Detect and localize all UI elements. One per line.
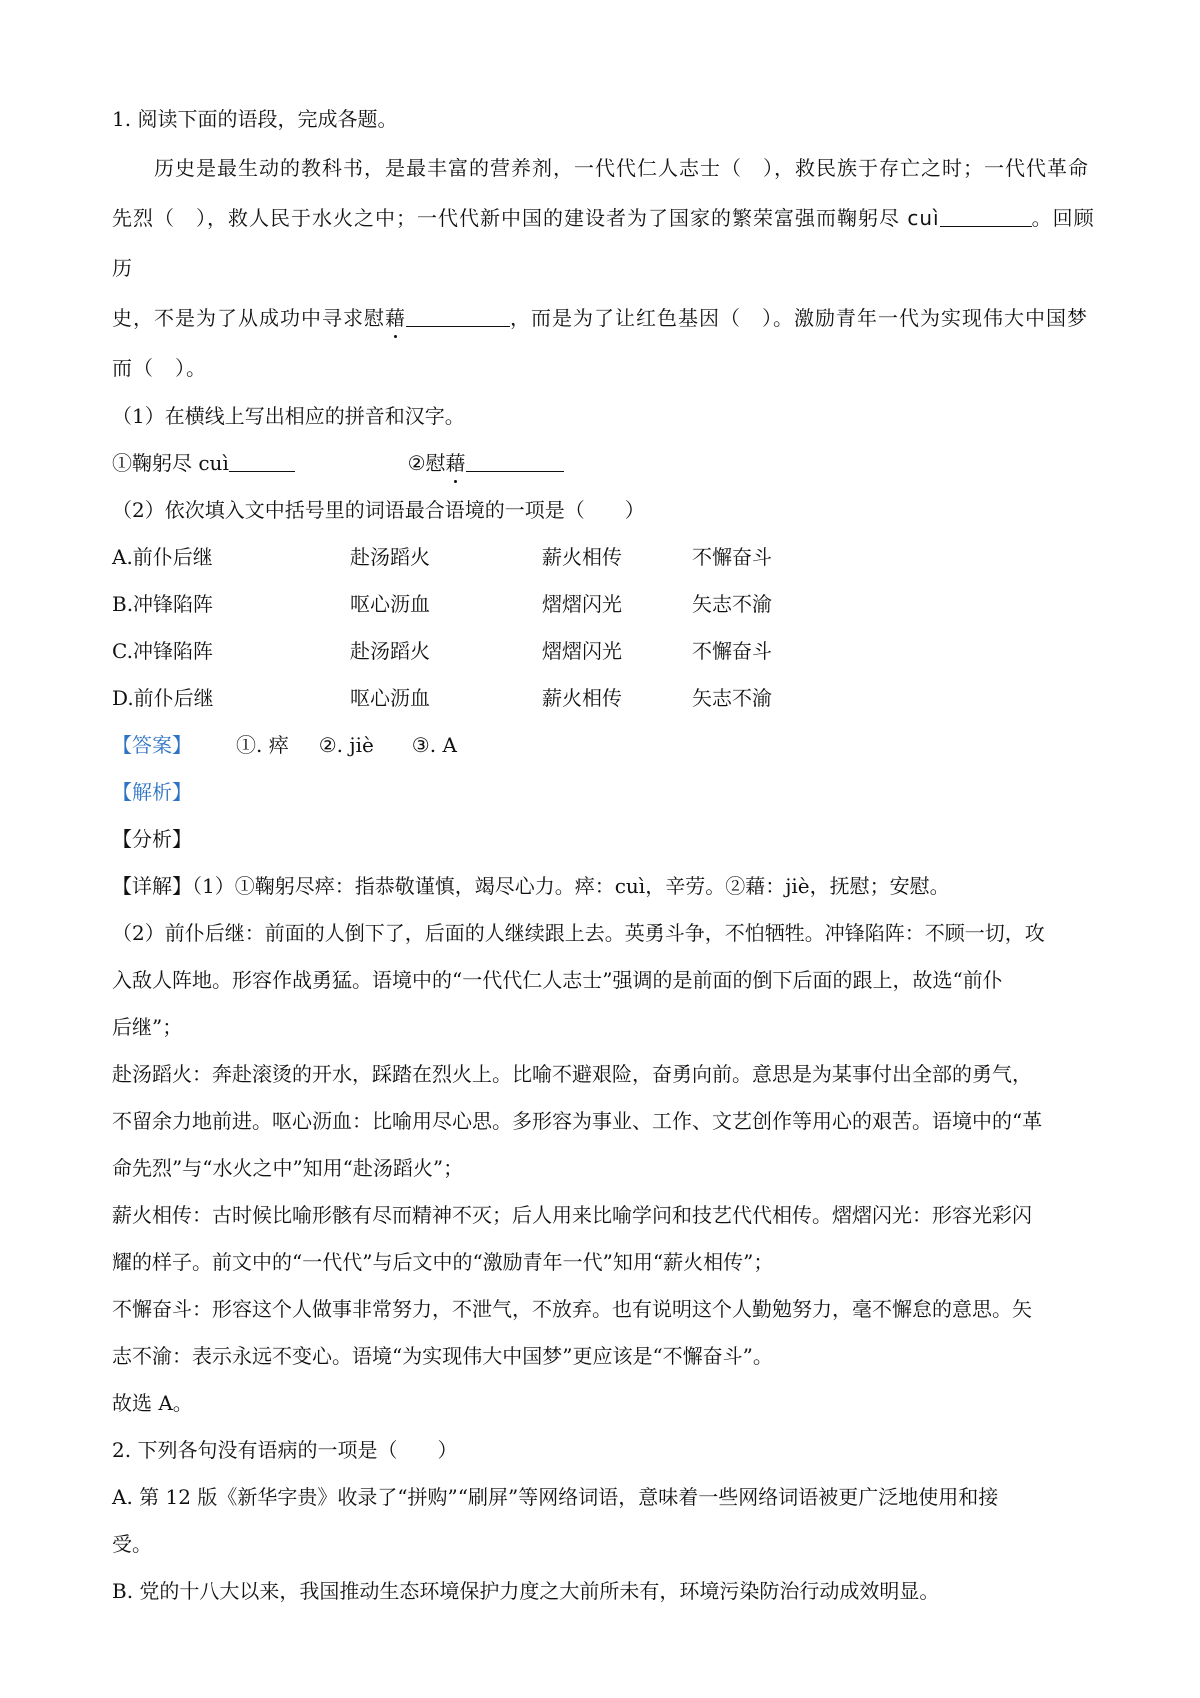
answer-item: ③. A xyxy=(411,733,457,757)
q2-stem: 2. 下列各句没有语病的一项是（ ） xyxy=(112,1438,458,1462)
option-cell: 矢志不渝 xyxy=(692,592,772,616)
detail-text: 耀的样子。前文中的“一代代”与后文中的“激励青年一代”知用“薪火相传”； xyxy=(112,1250,774,1274)
detail-text: 不留余力地前进。呕心沥血：比喻用尽心思。多形容为事业、工作、文艺创作等用心的艰苦。语境中的“革 xyxy=(112,1109,1043,1133)
q1-prompt: 阅读下面的语段，完成各题。 xyxy=(137,107,398,131)
detail-text: 志不渝：表示永远不变心。语境“为实现伟大中国梦”更应该是“不懈奋斗”。 xyxy=(112,1344,773,1368)
option-row-c xyxy=(112,628,1108,675)
option-cell: 赴汤蹈火 xyxy=(350,639,430,663)
option-row-d xyxy=(112,675,1108,722)
option-cell: D.前仆后继 xyxy=(112,686,214,710)
detail-text: 命先烈”与“水火之中”知用“赴汤蹈火”； xyxy=(112,1156,464,1180)
option-cell: 薪火相传 xyxy=(542,545,622,569)
emphasis-dot-char: 藉 xyxy=(385,306,406,330)
option-cell: 熠熠闪光 xyxy=(542,592,622,616)
option-cell: 不懈奋斗 xyxy=(692,545,772,569)
answer-item: ①. 瘁 xyxy=(236,733,289,757)
q1-passage-line-2 xyxy=(112,193,1108,293)
fenxi-tag: 【分析】 xyxy=(112,827,192,851)
analysis-tag: 【解析】 xyxy=(112,780,192,804)
detail-tag: 【详解】 xyxy=(112,874,192,898)
q1-sub2-label: （2）依次填入文中括号里的词语最合语境的一项是（ ） xyxy=(112,498,645,522)
detail-line-1 xyxy=(112,863,1108,910)
option-cell: A.前仆后继 xyxy=(112,545,213,569)
answer-blank xyxy=(940,206,1032,227)
answer-tag: 【答案】 xyxy=(112,733,192,757)
detail-text: （2）前仆后继：前面的人倒下了，后面的人继续跟上去。英勇斗争，不怕牺牲。冲锋陷阵：不顾一切，攻 xyxy=(112,921,1045,945)
q2-option-a-line-1: A. 第 12 版《新华字贵》收录了“拼购”“刷屏”等网络词语，意味着一些网络词语被更广泛地使用和接 xyxy=(112,1485,999,1509)
sub1-item-2: ②慰 xyxy=(407,451,446,475)
option-cell: 熠熠闪光 xyxy=(542,639,622,663)
detail-text: 故选 A。 xyxy=(112,1391,193,1415)
option-cell: 薪火相传 xyxy=(542,686,622,710)
detail-text: 后继”； xyxy=(112,1015,183,1039)
q1-passage-line-4 xyxy=(112,343,1108,393)
option-cell: 赴汤蹈火 xyxy=(350,545,430,569)
q1-passage-line-3 xyxy=(112,293,1108,343)
q2-option-b: B. 党的十八大以来，我国推动生态环境保护力度之大前所未有，环境污染防治行动成效明显。 xyxy=(112,1579,940,1603)
passage-text: 而（ ）。 xyxy=(112,356,207,380)
answer-item: ②. jiè xyxy=(318,733,374,757)
answer-line xyxy=(112,722,1108,769)
q2-option-a-line-2: 受。 xyxy=(112,1532,152,1556)
passage-text: 先烈（ ），救人民于水火之中；一代代新中国的建设者为了国家的繁荣富强而鞠躬尽 cuì xyxy=(112,206,940,230)
answer-blank xyxy=(466,451,564,472)
detail-paragraph xyxy=(112,910,1108,1427)
passage-text: 史，不是为了从成功中寻求慰 xyxy=(112,306,385,330)
detail-text: （1）①鞠躬尽瘁：指恭敬谨慎，竭尽心力。瘁：cuì，辛劳。②藉：jiè，抚慰；安慰。 xyxy=(192,874,950,898)
option-cell: 呕心沥血 xyxy=(350,686,430,710)
detail-text: 薪火相传：古时候比喻形骸有尽而精神不灭；后人用来比喻学问和技艺代代相传。熠熠闪光：形容光彩闪 xyxy=(112,1203,1032,1227)
q1-passage-line-1 xyxy=(112,143,1108,193)
passage-text: 历史是最生动的教科书，是最丰富的营养剂，一代代仁人志士（ ），救民族于存亡之时；一代代革命 xyxy=(154,156,1089,180)
answer-blank xyxy=(406,306,510,327)
passage-text: ，而是为了让红色基因（ ）。激励青年一代为实现伟大中国梦 xyxy=(510,306,1088,330)
option-cell: 呕心沥血 xyxy=(350,592,430,616)
option-cell: C.冲锋陷阵 xyxy=(112,639,213,663)
q1-sub1-items xyxy=(112,440,1108,487)
option-cell: B.冲锋陷阵 xyxy=(112,592,214,616)
emphasis-dot-char: 藉 xyxy=(445,451,466,475)
q1-header xyxy=(112,96,1108,143)
detail-text: 赴汤蹈火：奔赴滚烫的开水，踩踏在烈火上。比喻不避艰险，奋勇向前。意思是为某事付出全部的勇气， xyxy=(112,1062,1032,1086)
option-cell: 矢志不渝 xyxy=(692,686,772,710)
q1-number: 1. xyxy=(112,107,132,131)
passage-text: 。回顾历 xyxy=(112,206,1095,280)
q1-sub1-label: （1）在横线上写出相应的拼音和汉字。 xyxy=(112,404,465,428)
detail-text: 不懈奋斗：形容这个人做事非常努力，不泄气，不放弃。也有说明这个人勤勉努力，毫不懈怠的意思。矢 xyxy=(112,1297,1032,1321)
detail-text: 入敌人阵地。形容作战勇猛。语境中的“一代代仁人志士”强调的是前面的倒下后面的跟上，故选“前仆 xyxy=(112,968,1003,992)
option-cell: 不懈奋斗 xyxy=(692,639,772,663)
option-row-a xyxy=(112,534,1108,581)
sub1-item-1: ①鞠躬尽 cuì xyxy=(112,451,229,475)
answer-blank xyxy=(229,451,295,472)
option-row-b xyxy=(112,581,1108,628)
